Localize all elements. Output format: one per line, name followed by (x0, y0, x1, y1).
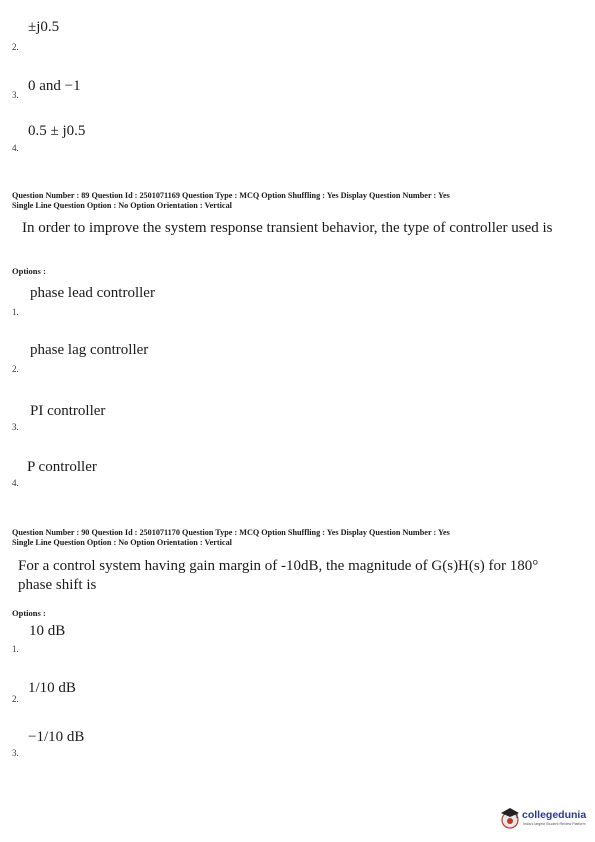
question-meta-line: Single Line Question Option : No Option Orientation : Vertical (12, 537, 232, 547)
option-number: 1. (12, 307, 19, 317)
question-meta-line: Question Number : 90 Question Id : 2501071170 Question Type : MCQ Option Shuffling : Yes Display Question Number : Yes (12, 528, 450, 537)
option-number: 4. (12, 478, 19, 488)
option-number: 4. (12, 143, 19, 153)
option-text: 10 dB (29, 623, 66, 639)
option-text: phase lag controller (30, 342, 149, 358)
option-number: 2. (12, 364, 19, 374)
option-number: 1. (12, 644, 19, 654)
option-text: 0 and −1 (28, 78, 81, 94)
question-meta-line: Single Line Question Option : No Option Orientation : Vertical (12, 200, 232, 210)
options-label: Options : (12, 608, 46, 618)
option-number: 2. (12, 42, 19, 52)
question-meta-line: Question Number : 89 Question Id : 2501071169 Question Type : MCQ Option Shuffling : Yes Display Question Number : Yes (12, 191, 450, 200)
question-meta (12, 528, 587, 547)
option-text: P controller (27, 459, 97, 475)
graduation-cap-icon (500, 806, 520, 830)
logo-name: collegedunia (522, 809, 587, 821)
options-label: Options : (12, 266, 46, 276)
option-text: phase lead controller (30, 285, 155, 301)
option-number: 3. (12, 422, 19, 432)
option-number: 2. (12, 694, 19, 704)
option-text: 1/10 dB (28, 680, 76, 696)
option-text: −1/10 dB (28, 729, 85, 745)
question-text: For a control system having gain margin of -10dB, the magnitude of G(s)H(s) for 180° phase shift is (18, 558, 539, 593)
question-meta (12, 191, 587, 210)
option-number: 3. (12, 90, 19, 100)
option-text: PI controller (30, 403, 106, 419)
question-text: In order to improve the system response transient behavior, the type of controller used is (22, 220, 553, 236)
option-text: ±j0.5 (28, 19, 60, 35)
collegedunia-logo (500, 806, 590, 832)
option-text: 0.5 ± j0.5 (28, 123, 86, 139)
option-number: 3. (12, 748, 19, 758)
logo-tagline: India's largest Student Review Platform (523, 822, 586, 826)
